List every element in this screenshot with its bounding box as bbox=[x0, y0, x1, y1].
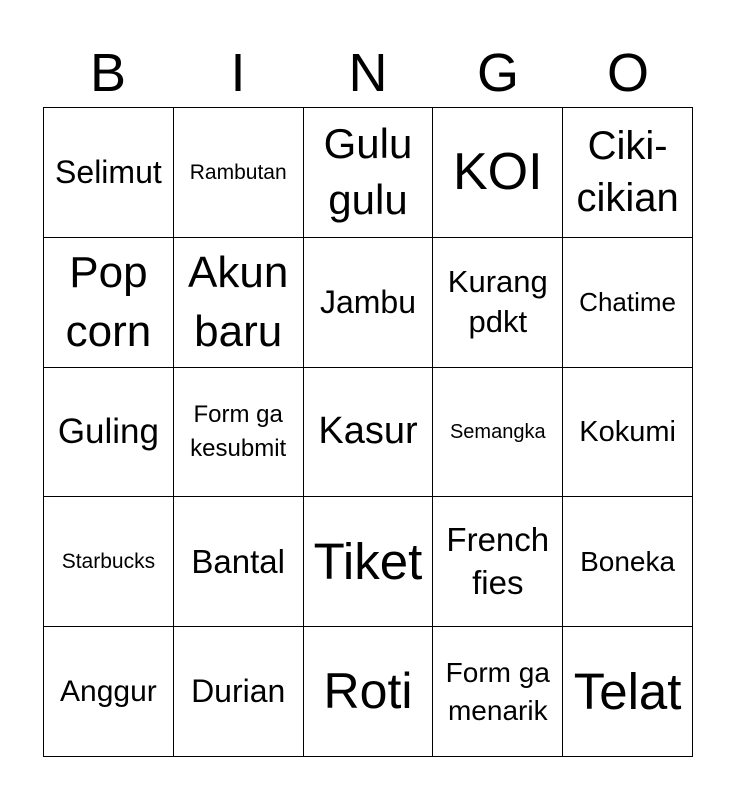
bingo-cell[interactable] bbox=[174, 238, 304, 368]
bingo-cell[interactable] bbox=[563, 497, 693, 627]
header-letter-i: I bbox=[230, 43, 246, 103]
bingo-cell[interactable] bbox=[44, 368, 174, 498]
cell-text: Kokumi bbox=[579, 415, 676, 448]
bingo-cell[interactable] bbox=[44, 497, 174, 627]
bingo-cell[interactable] bbox=[174, 368, 304, 498]
header-letter-n: N bbox=[348, 43, 388, 103]
bingo-cell[interactable] bbox=[433, 238, 563, 368]
cell-text: Form ga menarik bbox=[445, 656, 550, 726]
cell-text: Rambutan bbox=[189, 160, 287, 184]
cell-text: Boneka bbox=[580, 545, 676, 577]
cell-text: Gulu gulu bbox=[323, 119, 413, 224]
cell-text: Anggur bbox=[60, 674, 157, 708]
bingo-cell[interactable] bbox=[304, 627, 434, 757]
bingo-cell[interactable] bbox=[563, 238, 693, 368]
header-letter-o: O bbox=[606, 43, 649, 103]
cell-text: Form ga kesubmit bbox=[190, 401, 287, 462]
cell-text: Tiket bbox=[313, 532, 423, 590]
bingo-cell[interactable] bbox=[563, 368, 693, 498]
cell-text: Telat bbox=[573, 662, 682, 720]
cell-text: French fies bbox=[446, 520, 550, 601]
cell-text: Ciki-cikian bbox=[576, 124, 679, 221]
cell-text: Chatime bbox=[579, 286, 676, 317]
cell-text: Pop corn bbox=[65, 247, 152, 357]
bingo-card bbox=[43, 107, 693, 757]
bingo-cell[interactable] bbox=[44, 108, 174, 238]
bingo-cell[interactable] bbox=[304, 108, 434, 238]
bingo-cell[interactable] bbox=[433, 108, 563, 238]
cell-text: Durian bbox=[191, 673, 286, 710]
bingo-cell[interactable] bbox=[174, 627, 304, 757]
bingo-cell[interactable] bbox=[433, 497, 563, 627]
bingo-cell[interactable] bbox=[563, 627, 693, 757]
bingo-cell[interactable] bbox=[44, 238, 174, 368]
bingo-cell[interactable] bbox=[433, 627, 563, 757]
header-letter-b: B bbox=[89, 43, 127, 103]
bingo-cell[interactable] bbox=[174, 497, 304, 627]
cell-text: Kurang pdkt bbox=[447, 263, 548, 340]
bingo-header bbox=[43, 40, 693, 106]
header-letter-g: G bbox=[476, 43, 519, 103]
bingo-cell[interactable] bbox=[44, 627, 174, 757]
bingo-cell[interactable] bbox=[563, 108, 693, 238]
cell-text: KOI bbox=[453, 142, 543, 201]
cell-text: Roti bbox=[323, 663, 413, 720]
cell-text: Bantal bbox=[191, 542, 285, 580]
cell-text: Jambu bbox=[319, 284, 417, 320]
bingo-cell[interactable] bbox=[433, 368, 563, 498]
cell-text: Kasur bbox=[318, 410, 418, 453]
bingo-cell[interactable] bbox=[174, 108, 304, 238]
cell-text: Semangka bbox=[449, 420, 546, 443]
bingo-cell[interactable] bbox=[304, 497, 434, 627]
cell-text: Starbucks bbox=[61, 550, 156, 574]
cell-text: Akun baru bbox=[188, 247, 289, 357]
bingo-cell[interactable] bbox=[304, 238, 434, 368]
cell-text: Selimut bbox=[55, 154, 162, 191]
cell-text: Guling bbox=[57, 411, 159, 451]
bingo-cell[interactable] bbox=[304, 368, 434, 498]
